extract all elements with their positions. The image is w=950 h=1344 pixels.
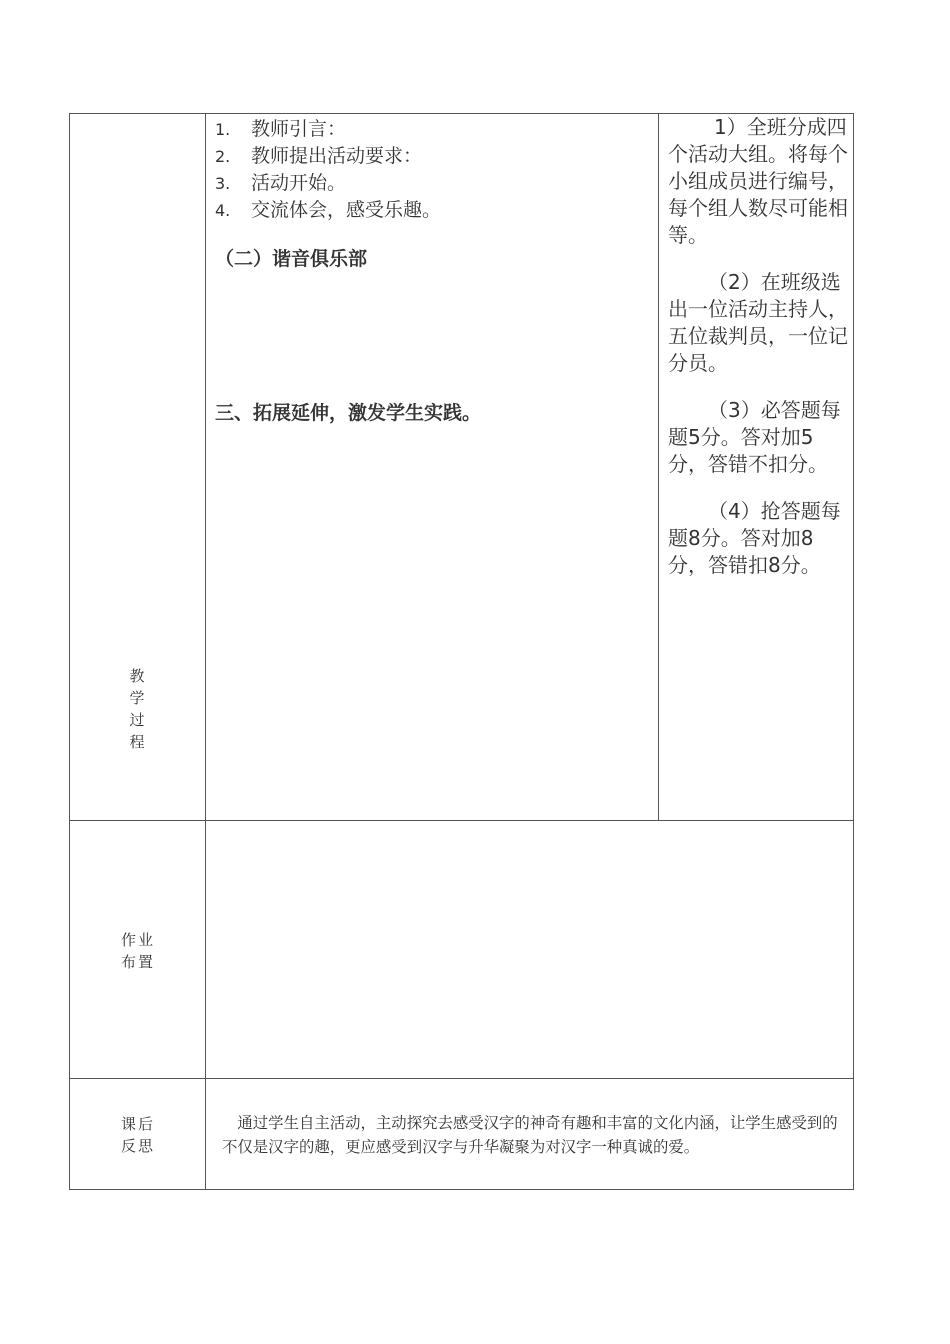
- rule-note: 1）全班分成四个活动大组。将每个小组成员进行编号，每个组人数尽可能相等。: [668, 115, 848, 247]
- section-three-heading: 三、拓展延伸，激发学生实践。: [215, 402, 482, 424]
- homework-label: 作业 布置: [120, 931, 155, 971]
- rule-note: （3）必答题每题5分。答对加5分，答错不扣分。: [668, 398, 841, 476]
- teaching-process-label: 教 学 过 程: [129, 667, 147, 751]
- reflection-content: 通过学生自主活动，主动探究去感受汉字的神奇有趣和丰富的文化内涵，让学生感受到的不仅是汉字的趣，更应感受到汉字与升华凝聚为对汉字一种真诚的爱。: [222, 1114, 838, 1156]
- table-bottom-border: [69, 1189, 854, 1190]
- list-item: 3. 活动开始。: [215, 172, 347, 194]
- list-item: 1. 教师引言：: [215, 118, 347, 140]
- activity-rules-notes: [668, 114, 850, 599]
- notes-column-divider: [658, 113, 659, 821]
- rule-note: （4）抢答题每题8分。答对加8分，答错扣8分。: [668, 499, 841, 577]
- list-item: 2. 教师提出活动要求：: [215, 145, 423, 167]
- section-two-heading: （二）谐音俱乐部: [215, 248, 368, 270]
- reflection-label: 课后 反思: [120, 1115, 155, 1155]
- table-left-border: [69, 113, 70, 1190]
- list-item: 4. 交流体会，感受乐趣。: [215, 199, 442, 221]
- row-divider-process: [69, 820, 854, 821]
- label-column-divider: [205, 113, 206, 1190]
- activity-steps-list: [215, 116, 441, 224]
- table-right-border: [853, 113, 854, 1190]
- rule-note: （2）在班级选出一位活动主持人，五位裁判员，一位记分员。: [668, 270, 848, 375]
- row-divider-homework: [69, 1078, 854, 1079]
